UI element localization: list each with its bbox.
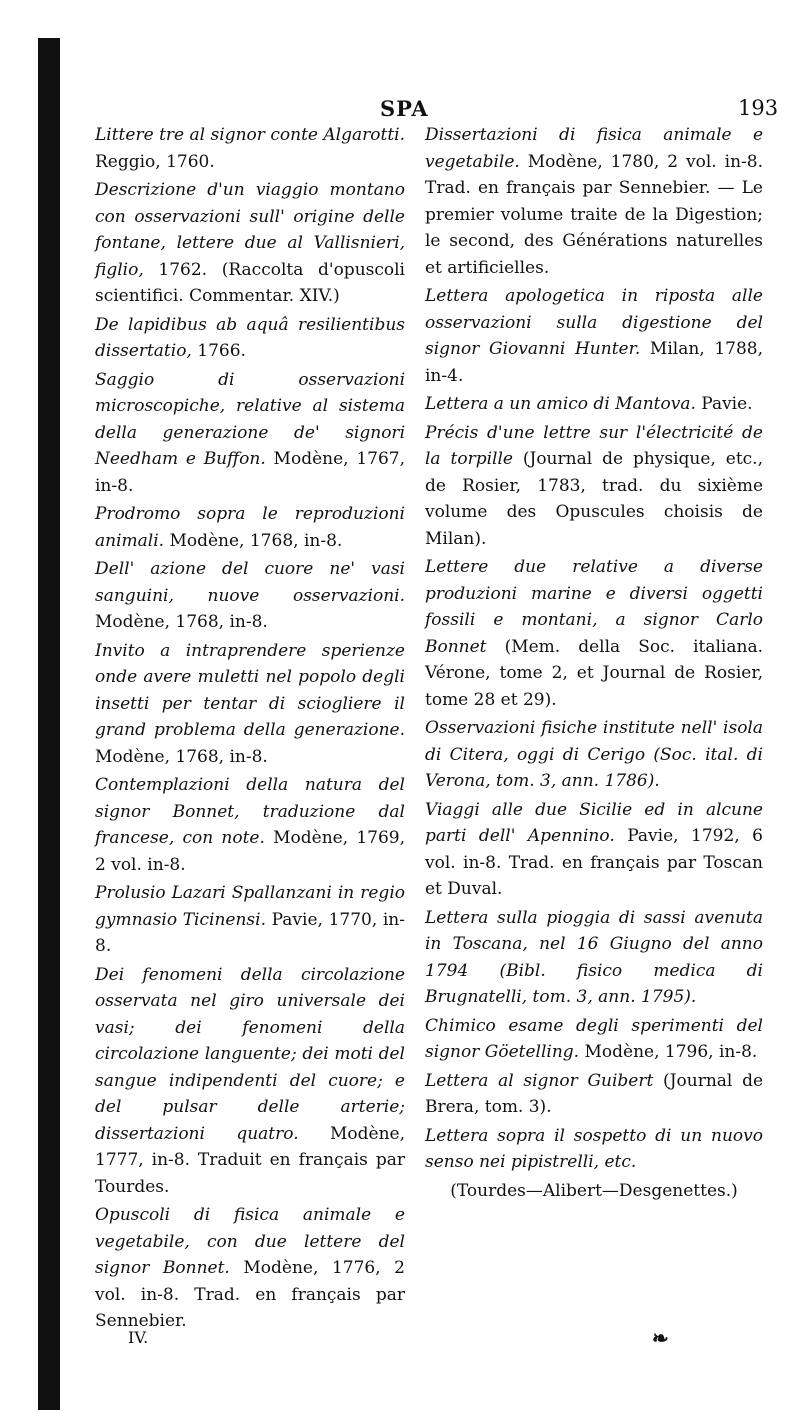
ornament-icon: ❧ [652, 1326, 669, 1350]
bibliography-entry: Lettere due relative a diverse produzioni marine e diversi oggetti fossili e montani, a signor Carlo Bonnet (Mem. della Soc. italiana. Vérone, tome 2, et Journal de Rosier, tome 28 et 29). [425, 557, 763, 710]
page-title: SPA [380, 96, 429, 121]
bibliography-entry: Lettera a un amico di Mantova. Pavie. [425, 394, 753, 414]
bibliography-entry: Lettera al signor Guibert (Journal de Brera, tom. 3). [425, 1070, 764, 1117]
bibliography-entry: Précis d'une lettre sur l'électricité de la torpille (Journal de physique, etc., de Rosier, 1783, trad. du sixième volume des Opuscules choisis de Milan). [425, 422, 763, 549]
bibliography-entry: Dell' azione del cuore ne' vasi sanguini, nuove osservazioni. Modène, 1768, in-8. [95, 559, 405, 632]
bibliography-entry: De lapidibus ab aquâ resilientibus dissertatio, 1766. [95, 314, 405, 361]
bibliography-entry: Dissertazioni di fisica animale e vegetabile. Modène, 1780, 2 vol. in-8. Trad. en français par Sennebier. — Le premier volume traite de la Digestion; le second, des Générations naturelles et artificielles. [425, 125, 763, 278]
signature-mark: IV. [128, 1328, 149, 1347]
left-column [95, 122, 405, 1337]
bibliography-entry: Dei fenomeni della circolazione osservata nel giro universale dei vasi; dei fenomeni della circolazione languente; dei moti del sangue indipendenti del cuore; e del pulsar delle arterie; dissertazioni quatro. Modène, 1777, in-8. Traduit en français par Tourdes. [95, 964, 406, 1197]
bibliography-entry: Prolusio Lazari Spallanzani in regio gymnasio Ticinensi. Pavie, 1770, in-8. [95, 883, 405, 956]
bibliography-entry: Osservazioni fisiche institute nell' isola di Citera, oggi di Cerigo (Soc. ital. di Verona, tom. 3, ann. 1786). [425, 718, 763, 791]
bibliography-entry: Chimico esame degli sperimenti del signor Göetelling. Modène, 1796, in-8. [425, 1015, 763, 1062]
bibliography-entry: Descrizione d'un viaggio montano con osservazioni sull' origine delle fontane, lettere due al Vallisnieri, figlio, 1762. (Raccolta d'opuscoli scientifici. Commentar. XIV.) [95, 180, 405, 306]
page-number: 193 [738, 96, 779, 120]
bibliography-entry: Invito a intraprendere sperienze onde avere muletti nel popolo degli insetti per tentar di sciogliere il grand problema della generazione. Modène, 1768, in-8. [95, 640, 405, 767]
bibliography-entry: Lettera sulla pioggia di sassi avenuta in Toscana, nel 16 Giugno del anno 1794 (Bibl. fisico medica di Brugnatelli, tom. 3, ann. 1795). [425, 907, 763, 1007]
bibliography-entry: Saggio di osservazioni microscopiche, relative al sistema della generazione de' signori Needham e Buffon. Modène, 1767, in-8. [95, 369, 405, 496]
bibliography-entry: Prodromo sopra le reproduzioni animali. Modène, 1768, in-8. [95, 504, 405, 551]
right-column [425, 122, 763, 1206]
bibliography-entry: Lettera apologetica in riposta alle osservazioni sulla digestione del signor Giovanni Hunter. Milan, 1788, in-4. [425, 286, 764, 386]
bibliography-entry: Littere tre al signor conte Algarotti. Reggio, 1760. [95, 125, 405, 172]
bibliography-entry: Lettera sopra il sospetto di un nuovo senso nei pipistrelli, etc. [425, 1125, 763, 1172]
binding-edge [38, 38, 60, 1410]
attribution-line: (Tourdes—Alibert—Desgenettes.) [450, 1180, 738, 1201]
bibliography-entry: Opuscoli di fisica animale e vegetabile, con due lettere del signor Bonnet. Modène, 1776, 2 vol. in-8. Trad. en français par Sennebier. [95, 1205, 405, 1331]
bibliography-entry: Viaggi alle due Sicilie ed in alcune parti dell' Apennino. Pavie, 1792, 6 vol. in-8. Trad. en français par Toscan et Duval. [425, 799, 763, 899]
bibliography-entry: Contemplazioni della natura del signor Bonnet, traduzione dal francese, con note. Modène, 1769, 2 vol. in-8. [95, 775, 405, 875]
